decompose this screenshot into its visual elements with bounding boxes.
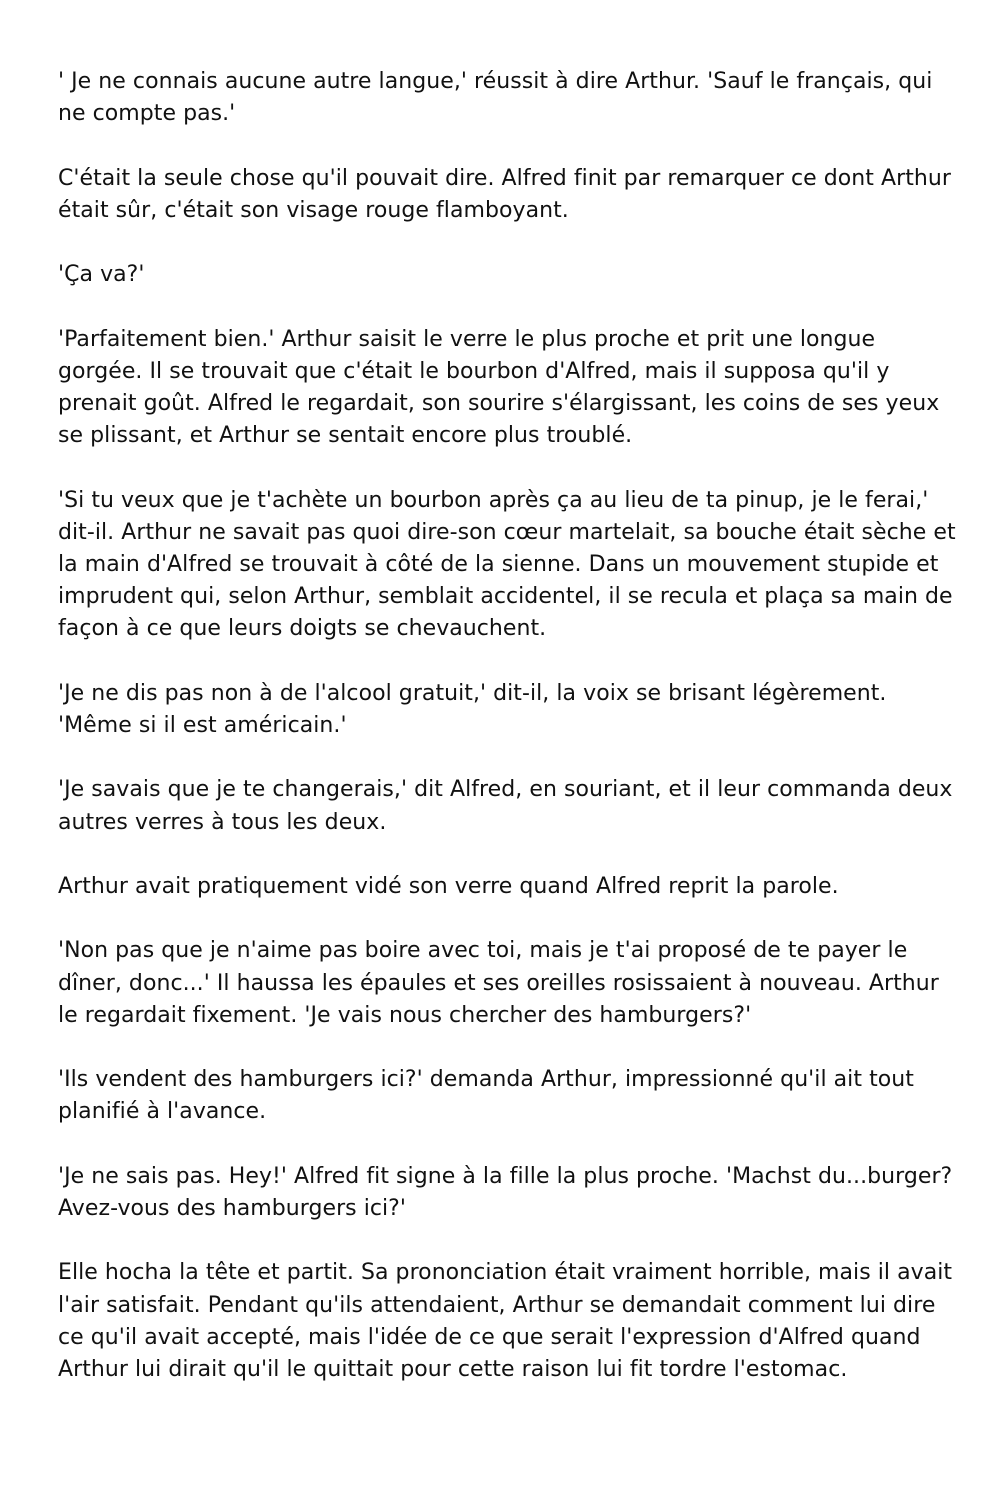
paragraph: ' Je ne connais aucune autre langue,' réussit à dire Arthur. 'Sauf le français, qui ne compte pas.' xyxy=(58,69,933,127)
paragraph: 'Je ne sais pas. Hey!' Alfred fit signe à la fille la plus proche. 'Machst du...burger? Avez-vous des hamburgers ici?' xyxy=(58,1163,953,1221)
paragraph: 'Parfaitement bien.' Arthur saisit le verre le plus proche et prit une longue gorgée. Il se trouvait que c'était le bourbon d'Alfred, mais il supposa qu'il y prenait goût. Alfred le regardait, son sourire s'élargissant, les coins de ses yeux se plissant, et Arthur se sentait encore plus troublé. xyxy=(58,326,940,449)
paragraph: 'Je savais que je te changerais,' dit Alfred, en souriant, et il leur commanda deux autres verres à tous les deux. xyxy=(58,777,953,835)
paragraph: 'Si tu veux que je t'achète un bourbon après ça au lieu de ta pinup, je le ferai,' dit-il. Arthur ne savait pas quoi dire-son cœur martelait, sa bouche était sèche et la main d'Alfred se trouvait à côté de la sienne. Dans un mouvement stupide et imprudent qui, selon Arthur, semblait accidentel, il se recula et plaça sa main de façon à ce que leurs doigts se chevauchent. xyxy=(58,487,956,642)
paragraph: 'Je ne dis pas non à de l'alcool gratuit,' dit-il, la voix se brisant légèrement. 'Même si il est américain.' xyxy=(58,680,887,738)
paragraph: C'était la seule chose qu'il pouvait dire. Alfred finit par remarquer ce dont Arthur était sûr, c'était son visage rouge flamboyant. xyxy=(58,165,951,223)
document-page xyxy=(58,66,958,1386)
paragraph: 'Non pas que je n'aime pas boire avec toi, mais je t'ai proposé de te payer le dîner, donc...' Il haussa les épaules et ses oreilles rosissaient à nouveau. Arthur le regardait fixement. 'Je vais nous chercher des hamburgers?' xyxy=(58,938,939,1028)
paragraph: 'Ils vendent des hamburgers ici?' demanda Arthur, impressionné qu'il ait tout planifié à l'avance. xyxy=(58,1067,914,1125)
paragraph: Elle hocha la tête et partit. Sa prononciation était vraiment horrible, mais il avait l'air satisfait. Pendant qu'ils attendaient, Arthur se demandait comment lui dire ce qu'il avait accepté, mais l'idée de ce que serait l'expression d'Alfred quand Arthur lui dirait qu'il le quittait pour cette raison lui fit tordre l'estomac. xyxy=(58,1260,953,1382)
paragraph: 'Ça va?' xyxy=(58,262,145,288)
paragraph: Arthur avait pratiquement vidé son verre quand Alfred reprit la parole. xyxy=(58,873,839,899)
